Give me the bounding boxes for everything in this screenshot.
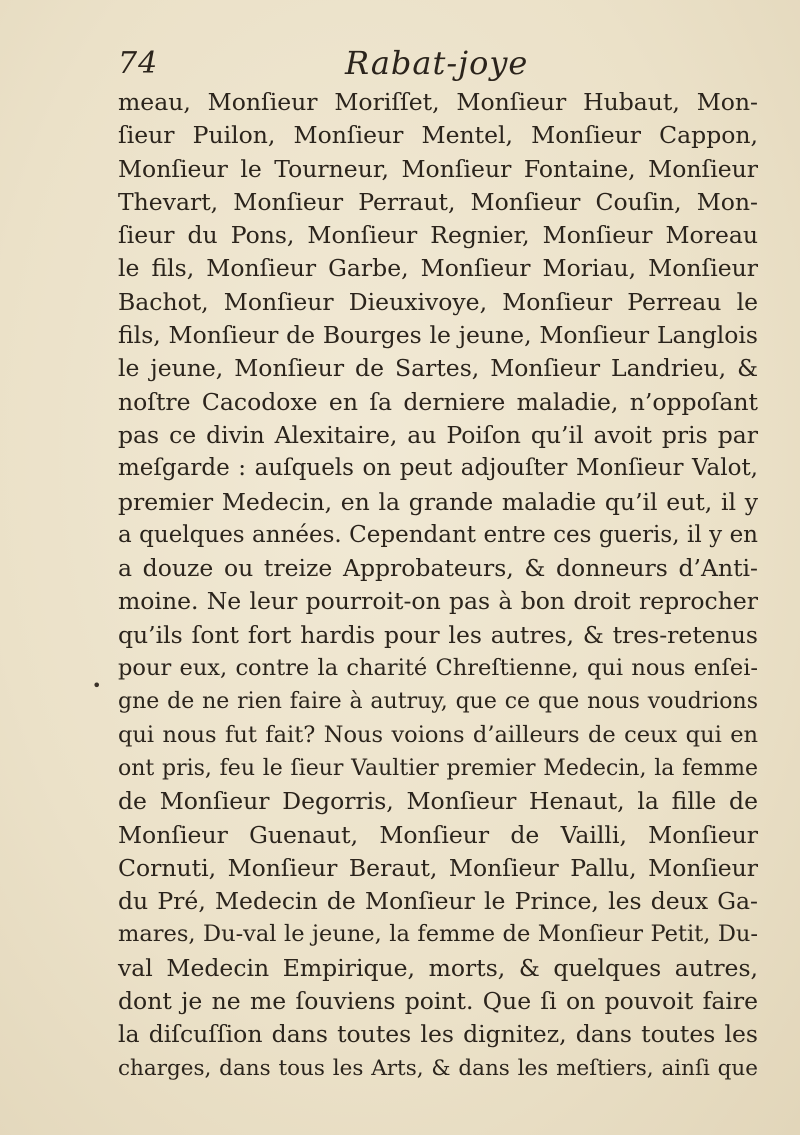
text-line: ſieur Puilon, Monſieur Mentel, Monſieur Cappon, — [118, 121, 758, 150]
running-head: Rabat-joye — [345, 44, 529, 82]
text-line: meau, Monſieur Moriſſet, Monſieur Hubaut, Mon- — [118, 88, 758, 116]
body-text — [118, 86, 758, 1085]
page-number: 74 — [118, 46, 159, 81]
text-line: pas ce divin Alexitaire, au Poiſon qu’il avoit pris par — [118, 420, 758, 449]
page-header — [118, 46, 708, 86]
margin-mark: • — [92, 676, 102, 695]
text-line: qu’ils ſont fort hardis pour les autres, & tres-retenus — [118, 620, 758, 649]
text-line: Thevart, Monſieur Perraut, Monſieur Couſin, Mon- — [118, 187, 758, 216]
text-line: Bachot, Monſieur Dieuxivoye, Monſieur Perreau le — [118, 287, 758, 316]
text-line: charges, dans tous les Arts, & dans les meſtiers, ainſi que — [118, 1055, 758, 1081]
text-line: dont je ne me ſouviens point. Que ſi on pouvoit faire — [118, 987, 758, 1016]
text-line: le fils, Monſieur Garbe, Monſieur Moriau, Monſieur — [118, 254, 758, 283]
text-line: a quelques années. Cependant entre ces gueris, il y en — [118, 521, 758, 548]
text-line: gne de ne rien faire à autruy, que ce que nous voudrions — [118, 689, 758, 715]
text-line: ont pris, feu le ſieur Vaultier premier Medecin, la femme — [118, 755, 758, 781]
text-line: val Medecin Empirique, morts, & quelques autres, — [118, 953, 758, 982]
text-line: la diſcuſſion dans toutes les dignitez, dans toutes les — [118, 1020, 758, 1049]
text-line: premier Medecin, en la grande maladie qu’il eut, il y — [118, 487, 758, 516]
text-line: meſgarde : auſquels on peut adjouſter Monſieur Valot, — [118, 455, 758, 482]
text-line: moine. Ne leur pourroit-on pas à bon droit reprocher — [118, 587, 758, 616]
text-line: le jeune, Monſieur de Sartes, Monſieur Landrieu, & — [118, 354, 758, 383]
text-line: qui nous fut fait? Nous voions d’ailleurs de ceux qui en — [118, 721, 758, 748]
text-line: de Monſieur Degorris, Monſieur Henaut, la fille de — [118, 787, 758, 816]
text-line: ſieur du Pons, Monſieur Regnier, Monſieur Moreau — [118, 221, 758, 250]
text-line: Monſieur Guenaut, Monſieur de Vailli, Monſieur — [118, 820, 758, 849]
text-line: du Pré, Medecin de Monſieur le Prince, les deux Ga- — [118, 887, 758, 916]
text-line: pour eux, contre la charité Chreſtienne, qui nous enſei- — [118, 655, 758, 682]
text-line: Cornuti, Monſieur Beraut, Monſieur Pallu, Monſieur — [118, 853, 758, 882]
text-line: noſtre Cacodoxe en ſa derniere maladie, n’oppoſant — [118, 387, 758, 416]
text-line: Monſieur le Tourneur, Monſieur Fontaine, Monſieur — [118, 154, 758, 183]
text-line: a douze ou treize Approbateurs, & donneurs d’Anti- — [118, 554, 758, 583]
text-line: fils, Monſieur de Bourges le jeune, Monſieur Langlois — [118, 321, 758, 350]
text-line: mares, Du-val le jeune, la femme de Monſieur Petit, Du- — [118, 921, 758, 948]
